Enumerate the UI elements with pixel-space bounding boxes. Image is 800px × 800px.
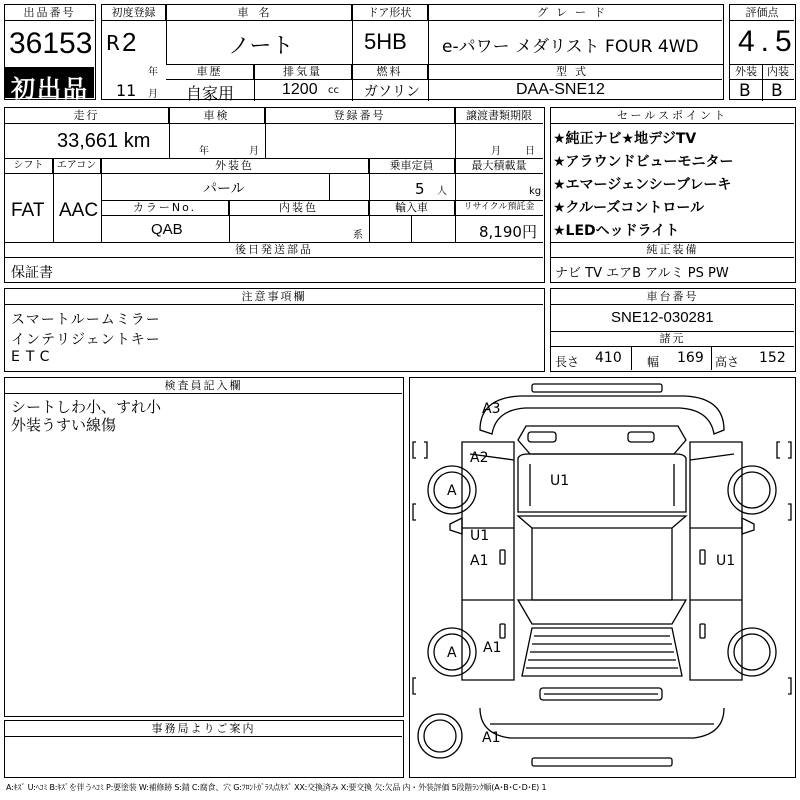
inspector-line-2: 外装うすい線傷 (11, 416, 117, 434)
capacity: 5 (415, 180, 425, 198)
sales-point-2: ★アラウンドビューモニター (553, 154, 734, 170)
interior-grade: B (771, 81, 783, 101)
capacity-label: 乗車定員 (369, 158, 455, 174)
office-block (4, 720, 404, 778)
door-label: ドア形状 (352, 5, 428, 21)
shift: FAT (11, 200, 45, 221)
sales-points-block (550, 107, 796, 283)
windshield (518, 426, 686, 454)
inspector-block (4, 377, 404, 717)
length-label: 長さ (555, 355, 580, 369)
width-label: 幅 (647, 355, 660, 369)
max-load-unit: kg (529, 186, 542, 197)
factory-equipment-label: 純正装備 (551, 242, 794, 258)
history-label: 車歴 (166, 64, 254, 80)
first-reg-month: 11 (116, 81, 137, 100)
door-type: 5HB (364, 29, 407, 54)
car-diagram-svg (410, 378, 794, 776)
legend: A:ｷｽﾞ U:ﾍｺﾐ B:ｷｽﾞを伴うﾍｺﾐ P:要塗装 W:補修跡 S:錆 C:腐食、穴 G:ﾌﾛﾝﾄｶﾞﾗｽ点ｷｽﾞ XX:交換済み X:要交換 欠:欠品 内・外装評価 5段階ﾗﾝｸ順(A･B･C･D･E) 1 (6, 783, 547, 792)
sales-point-1: ★純正ナビ★地デジTV (553, 131, 697, 147)
fuel: ガソリン (364, 84, 420, 100)
import-label: 輸入車 (369, 200, 455, 216)
mark-left-door-a: A1 (470, 553, 489, 569)
front-right-wheel (728, 466, 776, 514)
ac: AAC (59, 200, 99, 221)
rear-panel (480, 708, 724, 738)
model-code-label: 型式 (428, 64, 722, 80)
int-color-unit: 系 (353, 230, 363, 241)
first-reg-label: 初度登録 (102, 5, 166, 21)
score-label: 評価点 (730, 5, 794, 21)
registration-label: 登録番号 (265, 108, 455, 124)
interior-label: 内装 (762, 64, 794, 80)
mileage: 33,661 km (57, 130, 151, 152)
roof (518, 454, 686, 512)
score-block (729, 4, 796, 100)
score: 4.5 (738, 25, 798, 58)
displacement-unit: cc (328, 85, 339, 96)
month-unit: 月 (148, 89, 158, 100)
notes-label: 注意事項欄 (5, 289, 543, 305)
notes-line-3: ETC (11, 349, 56, 365)
transfer-month-unit: 月 (491, 146, 501, 157)
office-label: 事務局よりご案内 (5, 721, 402, 737)
fuel-label: 燃料 (352, 64, 428, 80)
lot-number-label: 出品番号 (5, 5, 94, 21)
transfer-label: 譲渡書類期限 (455, 108, 543, 124)
vehicle-info-table (101, 4, 724, 103)
inspector-line-1: シートしわ小、すれ小 (11, 398, 162, 416)
mark-hood-left: A2 (470, 450, 489, 466)
inspection-label: 車検 (169, 108, 265, 124)
height: 152 (759, 350, 786, 366)
sales-point-4: ★クルーズコントロール (553, 200, 705, 216)
first-reg-era: R (106, 31, 120, 55)
mark-rear-left: A1 (483, 640, 502, 656)
ac-label: エアコン (53, 158, 101, 174)
shift-label: シフト (5, 158, 53, 174)
ext-color: パール (203, 181, 245, 197)
chassis-label: 車台番号 (551, 289, 794, 305)
cabin (518, 516, 686, 528)
car-name-label: 車名 (166, 5, 352, 21)
length: 410 (595, 350, 622, 366)
inspection-month-unit: 月 (249, 146, 259, 157)
rear-right-wheel (728, 628, 776, 676)
transfer-day-unit: 日 (525, 146, 535, 157)
sales-points-label: セールスポイント (551, 108, 794, 124)
front-bumper (532, 384, 662, 392)
details-table (4, 107, 545, 283)
grade-label: グレード (428, 5, 722, 21)
notes-block (4, 288, 545, 372)
mark-left-door-u: U1 (470, 528, 490, 544)
displacement: 1200 (282, 81, 318, 98)
width: 169 (677, 350, 704, 366)
inspector-label: 検査員記入欄 (5, 378, 402, 394)
history: 自家用 (186, 84, 235, 103)
chassis-block (550, 288, 796, 372)
grade: e-パワー メダリスト FOUR 4WD (442, 37, 699, 57)
sales-point-5: ★LEDヘッドライト (553, 223, 680, 239)
int-color-label: 内装色 (229, 200, 369, 216)
factory-equipment-value: ナビ TV エアB アルミ PS PW (555, 266, 729, 281)
mark-rear-left-wheel: A (447, 645, 457, 661)
car-diagram (409, 377, 796, 778)
displacement-label: 排気量 (254, 64, 352, 80)
lot-number: 36153 (9, 27, 93, 60)
ext-color-label: 外装色 (101, 158, 369, 174)
exterior-grade: B (739, 81, 751, 101)
later-parts-label: 後日発送部品 (5, 242, 543, 258)
mark-right-door: U1 (716, 553, 736, 569)
chassis-number: SNE12-030281 (611, 309, 714, 326)
mark-roof: U1 (550, 473, 570, 489)
notes-line-1: スマートルームミラー (11, 312, 161, 328)
inspection-year-unit: 年 (199, 146, 209, 157)
model-code: DAA-SNE12 (516, 81, 605, 98)
sales-point-3: ★エマージェンシーブレーキ (553, 177, 732, 193)
car-name: ノート (228, 34, 294, 59)
recycle-label: リサイクル預託金 (455, 200, 543, 216)
mileage-label: 走行 (5, 108, 169, 124)
notes-line-2: インテリジェントキー (11, 332, 161, 348)
front-hood (480, 396, 724, 434)
recycle-fee: 8,190円 (479, 223, 537, 241)
color-no: QAB (151, 221, 183, 238)
first-listing-text: 初出品 (11, 75, 89, 103)
mark-rear-bottom: A1 (482, 730, 501, 746)
mark-front-left-wheel: A (447, 483, 457, 499)
capacity-unit: 人 (437, 186, 447, 197)
color-no-label: カラーNo. (101, 200, 229, 216)
height-label: 高さ (715, 355, 740, 369)
later-parts-value: 保証書 (11, 265, 53, 281)
year-unit: 年 (148, 67, 158, 78)
dimensions-label: 諸元 (551, 331, 794, 347)
exterior-label: 外装 (730, 64, 762, 80)
max-load-label: 最大積載量 (455, 158, 543, 174)
first-reg-year: 2 (122, 27, 137, 57)
mark-roof-front: A3 (482, 401, 501, 417)
lot-number-block (4, 4, 96, 103)
